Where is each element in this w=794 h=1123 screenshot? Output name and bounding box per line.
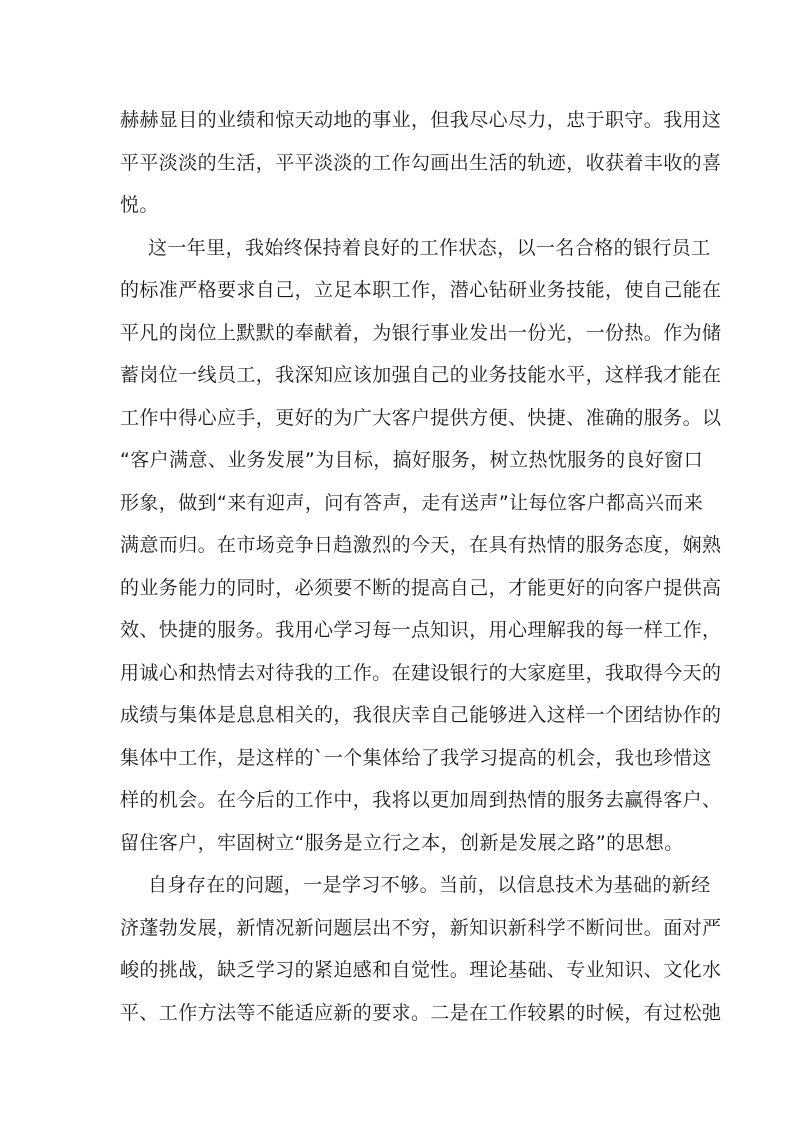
text-line: 蓄岗位一线员工，我深知应该加强自己的业务技能水平，这样我才能在 [120, 364, 722, 386]
text-line: 平平淡淡的生活，平平淡淡的工作勾画出生活的轨迹，收获着丰收的喜 [120, 152, 722, 174]
text-line: 平、工作方法等不能适应新的要求。二是在工作较累的时候，有过松弛 [120, 1002, 722, 1024]
text-line: 工作中得心应手，更好的为广大客户提供方便、快捷、准确的服务。以 [120, 407, 722, 429]
paragraph-first-line: 这一年里，我始终保持着良好的工作状态，以一名合格的银行员工 [148, 237, 711, 259]
text-line: 满意而归。在市场竞争日趋激烈的今天，在具有热情的服务态度，娴熟 [120, 534, 722, 556]
text-line: 留住客户，牢固树立“服务是立行之本，创新是发展之路”的思想。 [120, 832, 684, 854]
text-line: 平凡的岗位上默默的奉献着，为银行事业发出一份光，一份热。作为储 [120, 322, 722, 344]
paragraph-first-line: 自身存在的问题，一是学习不够。当前，以信息技术为基础的新经 [148, 874, 711, 896]
text-line: 的业务能力的同时，必须要不断的提高自己，才能更好的向客户提供高 [120, 577, 722, 599]
text-line: 赫赫显目的业绩和惊天动地的事业，但我尽心尽力，忠于职守。我用这 [120, 109, 722, 131]
text-line: 的标准严格要求自己，立足本职工作，潜心钻研业务技能，使自己能在 [120, 279, 722, 301]
text-line: 形象，做到“来有迎声，问有答声，走有送声”让每位客户都高兴而来 [120, 492, 704, 514]
text-line: 济蓬勃发展，新情况新问题层出不穷，新知识新科学不断问世。面对严 [120, 917, 722, 939]
text-line: 成绩与集体是息息相关的，我很庆幸自己能够进入这样一个团结协作的 [120, 704, 722, 726]
text-line: 效、快捷的服务。我用心学习每一点知识，用心理解我的每一样工作， [120, 619, 722, 641]
text-line: 悦。 [120, 194, 159, 216]
text-line: 峻的挑战，缺乏学习的紧迫感和自觉性。理论基础、专业知识、文化水 [120, 959, 722, 981]
text-line: 用诚心和热情去对待我的工作。在建设银行的大家庭里，我取得今天的 [120, 662, 722, 684]
text-line: 集体中工作，是这样的`一个集体给了我学习提高的机会，我也珍惜这 [120, 747, 712, 769]
text-line: 样的机会。在今后的工作中，我将以更加周到热情的服务去赢得客户、 [120, 789, 722, 811]
text-line: “客户满意、业务发展”为目标，搞好服务，树立热忱服务的良好窗口 [120, 449, 704, 471]
